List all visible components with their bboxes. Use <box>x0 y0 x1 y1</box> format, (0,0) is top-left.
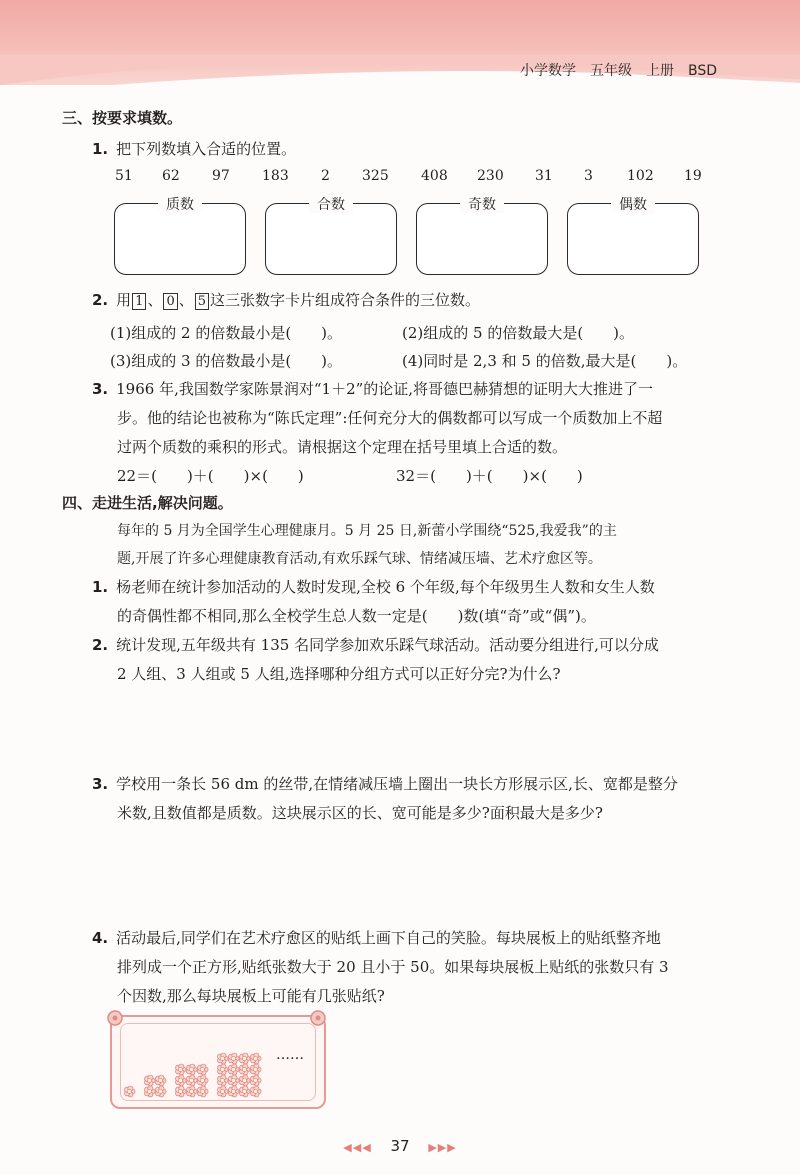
flower-sticker-icon <box>240 1064 251 1075</box>
flower-sticker-icon <box>240 1053 251 1064</box>
even-box[interactable] <box>567 197 699 275</box>
page-number: 37 <box>390 1137 410 1155</box>
composite-box[interactable] <box>265 197 397 275</box>
sticker-board <box>110 1015 326 1109</box>
page-number-row <box>0 1137 800 1155</box>
number-item: 19 <box>684 168 702 184</box>
number-item: 51 <box>115 168 133 184</box>
number-item: 230 <box>477 168 504 184</box>
s4-q1-text: 杨老师在统计参加活动的人数时发现,全校 6 个年级,每个年级男生人数和女生人数 <box>116 578 655 596</box>
card-sep: 、 <box>147 291 163 309</box>
s4-q1-line-2: 的奇偶性都不相同,那么全校学生总人数一定是( )数(填“奇”或“偶”)。 <box>117 607 596 625</box>
number-item: 97 <box>212 168 230 184</box>
s3-q3-number: 3. <box>92 380 109 398</box>
s4-q2-number: 2. <box>92 636 109 654</box>
intro-line-1: 每年的 5 月为全国学生心理健康月。5 月 25 日,新蕾小学围绕“525,我爱我”的主 <box>117 523 617 539</box>
flower-sticker-icon <box>218 1086 229 1097</box>
flower-sticker-icon <box>218 1075 229 1086</box>
box-label-odd: 奇数 <box>460 197 504 213</box>
equation-32: 32＝( )＋( )×( ) <box>396 467 583 485</box>
s3-q1 <box>92 138 296 159</box>
number-item: 183 <box>262 168 289 184</box>
s3-q2-pre: 用 <box>116 291 132 309</box>
s4-q4-line-3: 个因数,那么每块展板上可能有几张贴纸? <box>117 987 385 1005</box>
flower-sticker-icon <box>218 1053 229 1064</box>
s3-q3-line-2: 步。他的结论也被称为“陈氏定理”:任何充分大的偶数都可以写成一个质数加上不超 <box>117 409 663 427</box>
flower-sticker-icon <box>145 1086 156 1097</box>
flower-sticker-icon <box>198 1075 209 1086</box>
s4-q3-line-1 <box>92 773 678 794</box>
s3-q2-post: 这三张数字卡片组成符合条件的三位数。 <box>210 291 481 309</box>
s3-q2-item-4: (4)同时是 2,3 和 5 的倍数,最大是( )。 <box>402 352 688 370</box>
s3-q3-line-3: 过两个质数的乘积的形式。请根据这个定理在括号里填上合适的数。 <box>117 438 568 456</box>
ellipsis: …… <box>276 1047 304 1063</box>
s4-q2-line-1 <box>92 634 659 655</box>
s4-q4-line-2: 排列成一个正方形,贴纸张数大于 20 且小于 50。如果每块展板上贴纸的张数只有 3 <box>117 958 669 976</box>
s4-q4-text: 活动最后,同学们在艺术疗愈区的贴纸上画下自己的笑脸。每块展板上的贴纸整齐地 <box>116 929 661 947</box>
s4-q2-text: 统计发现,五年级共有 135 名同学参加欢乐踩气球活动。活动要分组进行,可以分成 <box>116 636 659 654</box>
s4-q3-text: 学校用一条长 56 dm 的丝带,在情绪减压墙上圈出一块长方形展示区,长、宽都是整分 <box>116 775 678 793</box>
number-item: 325 <box>362 168 389 184</box>
s3-q2-item-1: (1)组成的 2 的倍数最小是( )。 <box>110 324 343 342</box>
sticker-grid-1x1 <box>125 1086 136 1097</box>
number-item: 3 <box>584 168 593 184</box>
box-label-even: 偶数 <box>611 197 655 213</box>
s4-q1-number: 1. <box>92 578 109 596</box>
number-item: 2 <box>321 168 330 184</box>
section-4-title: 四、走进生活,解决问题。 <box>62 494 233 512</box>
digit-card: 0 <box>163 293 177 310</box>
flower-sticker-icon <box>125 1086 136 1097</box>
s4-q3-line-2: 米数,且数值都是质数。这块展示区的长、宽可能是多少?面积最大是多少? <box>117 804 603 822</box>
flower-sticker-icon <box>156 1075 167 1086</box>
sticker-grid-3x3 <box>176 1064 209 1097</box>
s4-q1-line-1 <box>92 576 655 597</box>
box-label-prime: 质数 <box>158 197 202 213</box>
back-arrows-icon: ◀◀◀ <box>343 1141 372 1154</box>
flower-sticker-icon <box>218 1064 229 1075</box>
s4-q4-line-1 <box>92 927 661 948</box>
flower-sticker-icon <box>198 1064 209 1075</box>
s4-q4-number: 4. <box>92 929 109 947</box>
s3-q1-text: 把下列数填入合适的位置。 <box>116 140 297 158</box>
s3-q3-text: 1966 年,我国数学家陈景润对“1＋2”的论证,将哥德巴赫猜想的证明大大推进了一 <box>116 380 654 398</box>
pin-icon-left <box>100 1005 130 1035</box>
flower-sticker-icon <box>229 1053 240 1064</box>
flower-sticker-icon <box>187 1075 198 1086</box>
flower-sticker-icon <box>229 1075 240 1086</box>
flower-sticker-icon <box>240 1086 251 1097</box>
s3-q2-number: 2. <box>92 291 109 309</box>
s3-q1-number: 1. <box>92 140 109 158</box>
flower-sticker-icon <box>229 1086 240 1097</box>
digit-card: 5 <box>195 293 209 310</box>
flower-sticker-icon <box>187 1064 198 1075</box>
flower-sticker-icon <box>251 1086 262 1097</box>
s3-q3-line-1 <box>92 378 653 399</box>
s3-q2-item-2: (2)组成的 5 的倍数最大是( )。 <box>402 324 635 342</box>
number-item: 62 <box>162 168 180 184</box>
equation-22: 22＝( )＋( )×( ) <box>117 467 304 485</box>
s3-q2 <box>92 289 480 310</box>
page-header: 小学数学 五年级 上册 BSD <box>520 63 718 79</box>
odd-box[interactable] <box>416 197 548 275</box>
prime-box[interactable] <box>114 197 246 275</box>
s4-q2-line-2: 2 人组、3 人组或 5 人组,选择哪种分组方式可以正好分完?为什么? <box>117 665 561 683</box>
flower-sticker-icon <box>187 1086 198 1097</box>
number-item: 31 <box>535 168 553 184</box>
sticker-grid-2x2 <box>145 1075 167 1097</box>
forward-arrows-icon: ▶▶▶ <box>428 1141 457 1154</box>
flower-sticker-icon <box>229 1064 240 1075</box>
flower-sticker-icon <box>251 1064 262 1075</box>
number-list <box>0 168 800 188</box>
flower-sticker-icon <box>176 1086 187 1097</box>
flower-sticker-icon <box>145 1075 156 1086</box>
flower-sticker-icon <box>156 1086 167 1097</box>
box-label-composite: 合数 <box>309 197 353 213</box>
flower-sticker-icon <box>176 1064 187 1075</box>
flower-sticker-icon <box>251 1053 262 1064</box>
intro-line-2: 题,开展了许多心理健康教育活动,有欢乐踩气球、情绪减压墙、艺术疗愈区等。 <box>117 551 602 567</box>
flower-sticker-icon <box>240 1075 251 1086</box>
card-sep: 、 <box>178 291 194 309</box>
flower-sticker-icon <box>176 1075 187 1086</box>
s4-q3-number: 3. <box>92 775 109 793</box>
sticker-grid-4x4 <box>218 1053 262 1097</box>
section-3-title: 三、按要求填数。 <box>62 109 183 127</box>
digit-card: 1 <box>132 293 146 310</box>
pin-icon-right <box>303 1005 333 1035</box>
flower-sticker-icon <box>251 1075 262 1086</box>
number-item: 408 <box>421 168 448 184</box>
number-item: 102 <box>627 168 654 184</box>
flower-sticker-icon <box>198 1086 209 1097</box>
s3-q2-item-3: (3)组成的 3 的倍数最小是( )。 <box>110 352 343 370</box>
